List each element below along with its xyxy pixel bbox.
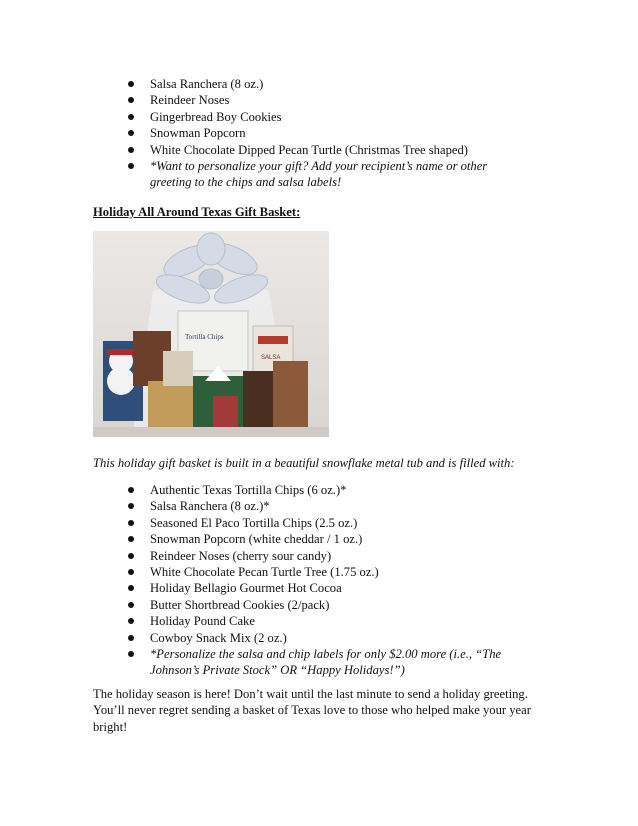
item-list-top (128, 76, 528, 191)
list-item-text: Reindeer Noses (cherry sour candy) (150, 548, 332, 563)
list-item (128, 109, 528, 125)
list-item (128, 142, 528, 158)
list-item (128, 498, 528, 514)
list-item (128, 531, 528, 547)
closing-paragraph: The holiday season is here! Don’t wait until the last minute to send a holiday greeting. You’ll never regret sending a basket of Texas love to those who helped make your year bright! (93, 687, 531, 734)
bullet-icon (128, 147, 134, 153)
bullet-icon (128, 602, 134, 608)
list-item (128, 158, 528, 191)
list-item-text: *Want to personalize your gift? Add your recipient’s name or other greeting to the chips and salsa labels! (150, 159, 488, 190)
list-item (128, 548, 528, 564)
bullet-icon (128, 553, 134, 559)
basket-description: This holiday gift basket is built in a beautiful snowflake metal tub and is filled with: (93, 456, 515, 470)
bullet-icon (128, 114, 134, 120)
list-item-text: Authentic Texas Tortilla Chips (6 oz.)* (150, 483, 347, 497)
bullet-icon (128, 130, 134, 136)
list-item (128, 92, 528, 108)
list-item-text: Salsa Ranchera (8 oz.) (150, 77, 264, 91)
list-item-text: Salsa Ranchera (8 oz.)* (150, 499, 270, 514)
list-item-text: Snowman Popcorn (150, 126, 246, 141)
list-item (128, 646, 528, 679)
list-item-text: Butter Shortbread Cookies (2/pack) (150, 597, 330, 612)
bullet-icon (128, 487, 134, 493)
salsa-label: SALSA (261, 355, 281, 361)
list-item (128, 597, 528, 613)
item-list-contents (128, 482, 528, 679)
list-item (128, 482, 528, 498)
list-item (128, 76, 528, 92)
gift-basket-photo (93, 231, 329, 437)
gift-basket-illustration (93, 231, 329, 437)
list-item-text: White Chocolate Pecan Turtle Tree (1.75 oz.) (150, 565, 379, 580)
list-item-text: Gingerbread Boy Cookies (150, 109, 282, 124)
list-item (128, 564, 528, 580)
list-item-text: Snowman Popcorn (white cheddar / 1 oz.) (150, 532, 363, 547)
bullet-icon (128, 536, 134, 542)
list-item-text: Holiday Bellagio Gourmet Hot Cocoa (150, 581, 342, 596)
bullet-icon (128, 618, 134, 624)
list-item (128, 630, 528, 646)
list-item-text: White Chocolate Dipped Pecan Turtle (Christmas Tree shaped) (150, 142, 468, 157)
list-item (128, 515, 528, 531)
list-item (128, 125, 528, 141)
list-item-text: Holiday Pound Cake (150, 614, 255, 629)
section-heading: Holiday All Around Texas Gift Basket: (93, 205, 301, 219)
list-item (128, 580, 528, 596)
bullet-icon (128, 585, 134, 591)
list-item-text: Cowboy Snack Mix (2 oz.) (150, 630, 287, 645)
bullet-icon (128, 503, 134, 509)
bullet-icon (128, 569, 134, 575)
bullet-icon (128, 81, 134, 87)
list-item-text: Seasoned El Paco Tortilla Chips (2.5 oz.) (150, 515, 358, 530)
bullet-icon (128, 97, 134, 103)
list-item (128, 613, 528, 629)
bullet-icon (128, 520, 134, 526)
list-item-text: *Personalize the salsa and chip labels for only $2.00 more (i.e., “The Johnson’s Private Stock” OR “Happy Holidays!”) (150, 647, 502, 678)
bullet-icon (128, 163, 134, 169)
bullet-icon (128, 651, 134, 657)
tortilla-label: Tortilla Chips (185, 333, 224, 341)
list-item-text: Reindeer Noses (150, 93, 230, 108)
bullet-icon (128, 635, 134, 641)
